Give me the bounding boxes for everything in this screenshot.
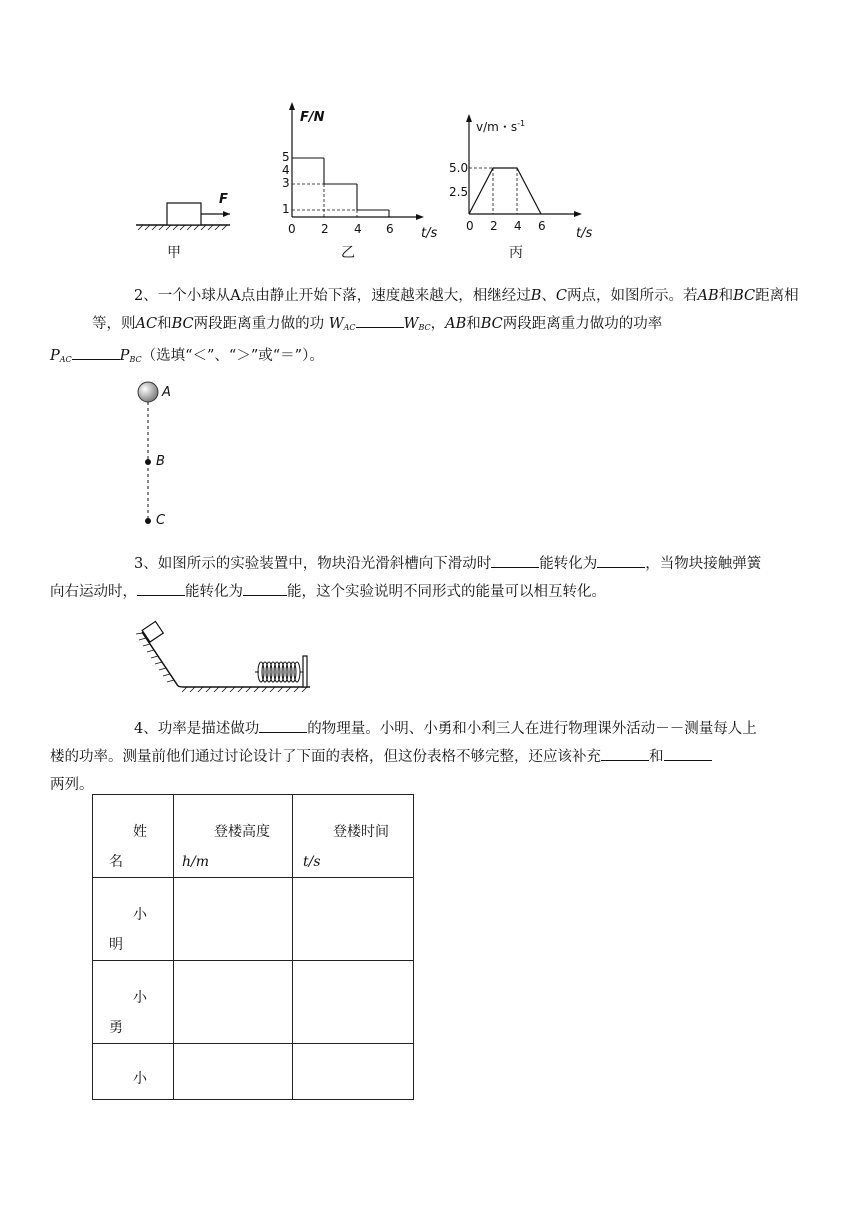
- bing-xtick-6: 6: [538, 219, 546, 233]
- question-2: 2、一个小球从A点由静止开始下落，速度越来越大，相继经过B、C两点，如图所示。若AB和BC距离相等，则AC和BC两段距离重力做的功 $W_{AC}$ $W_{BC}$，AB和BC两段距离重力做功的功率 $P_{AC}$ $P_{BC}$（选填“＜”、“＞”或“＝”）。: [50, 288, 799, 364]
- table-cell[interactable]: [293, 1044, 414, 1100]
- yi-ytick-1: 1: [282, 202, 290, 216]
- figure-yi-force-chart: [270, 100, 440, 260]
- table-cell[interactable]: [293, 878, 414, 961]
- question-4: 4、功率是描述做功 的物理量。小明、小勇和小利三人在进行物理课外活动－－测量每人上 楼的功率。测量前他们通过讨论设计了下面的表格，但这份表格不够完整，还应该补充 和 两列。: [92, 715, 802, 799]
- yi-xtick-4: 4: [354, 222, 362, 236]
- table-row: [93, 1044, 414, 1100]
- question-3: 3、如图所示的实验装置中，物块沿光滑斜槽向下滑动时 能转化为 ，当物块接触弹簧 向右运动时， 能转化为 能，这个实验说明不同形式的能量可以相互转化。: [92, 550, 802, 606]
- answer-blank[interactable]: [243, 581, 287, 596]
- power-measurement-table: [92, 794, 414, 1100]
- falling-ball-figure: [130, 378, 170, 528]
- table-header-row: [93, 795, 414, 878]
- bing-caption: 丙: [509, 245, 523, 261]
- bing-ytick-2-5: 2.5: [449, 185, 469, 199]
- answer-blank[interactable]: [601, 746, 649, 761]
- answer-blank[interactable]: [72, 345, 120, 360]
- bing-xlabel: t/s: [576, 226, 593, 241]
- point-b-label: B: [156, 454, 165, 469]
- row-name-cell: 小 勇: [93, 961, 174, 1044]
- jia-force-label: F: [219, 192, 228, 207]
- answer-blank[interactable]: [259, 718, 307, 733]
- row-name-cell: 小 明: [93, 878, 174, 961]
- table-cell[interactable]: [174, 961, 293, 1044]
- row-name-cell: 小: [93, 1044, 174, 1100]
- header-name: 姓 名: [93, 795, 174, 878]
- answer-blank[interactable]: [491, 553, 539, 568]
- answer-blank[interactable]: [356, 313, 404, 328]
- slope-spring-figure: [130, 620, 320, 696]
- bing-xtick-0: 0: [466, 219, 474, 233]
- yi-xlabel: t/s: [421, 226, 438, 241]
- bing-xtick-4: 4: [514, 219, 522, 233]
- table-row: [93, 961, 414, 1044]
- yi-ytick-5: 5: [282, 150, 290, 164]
- table-cell[interactable]: [293, 961, 414, 1044]
- bing-xtick-2: 2: [490, 219, 498, 233]
- yi-xtick-6: 6: [386, 222, 394, 236]
- header-time: 登楼时间 t/s: [293, 795, 414, 878]
- answer-blank[interactable]: [137, 581, 185, 596]
- yi-xtick-0: 0: [288, 222, 296, 236]
- yi-ylabel: F/N: [300, 110, 325, 125]
- answer-blank[interactable]: [597, 553, 645, 568]
- header-height: 登楼高度 h/m: [174, 795, 293, 878]
- yi-ytick-3: 3: [282, 176, 290, 190]
- yi-caption: 乙: [341, 245, 355, 261]
- yi-ytick-4: 4: [282, 163, 290, 177]
- table-cell[interactable]: [174, 878, 293, 961]
- answer-blank[interactable]: [664, 746, 712, 761]
- jia-caption: 甲: [167, 245, 181, 261]
- bing-ylabel: v/m・$s^{-1}$: [476, 119, 526, 134]
- table-row: [93, 878, 414, 961]
- yi-xtick-2: 2: [321, 222, 329, 236]
- bing-ytick-5: 5.0: [449, 161, 469, 175]
- table-cell[interactable]: [174, 1044, 293, 1100]
- point-c-label: C: [156, 513, 166, 528]
- point-a-label: A: [162, 385, 171, 400]
